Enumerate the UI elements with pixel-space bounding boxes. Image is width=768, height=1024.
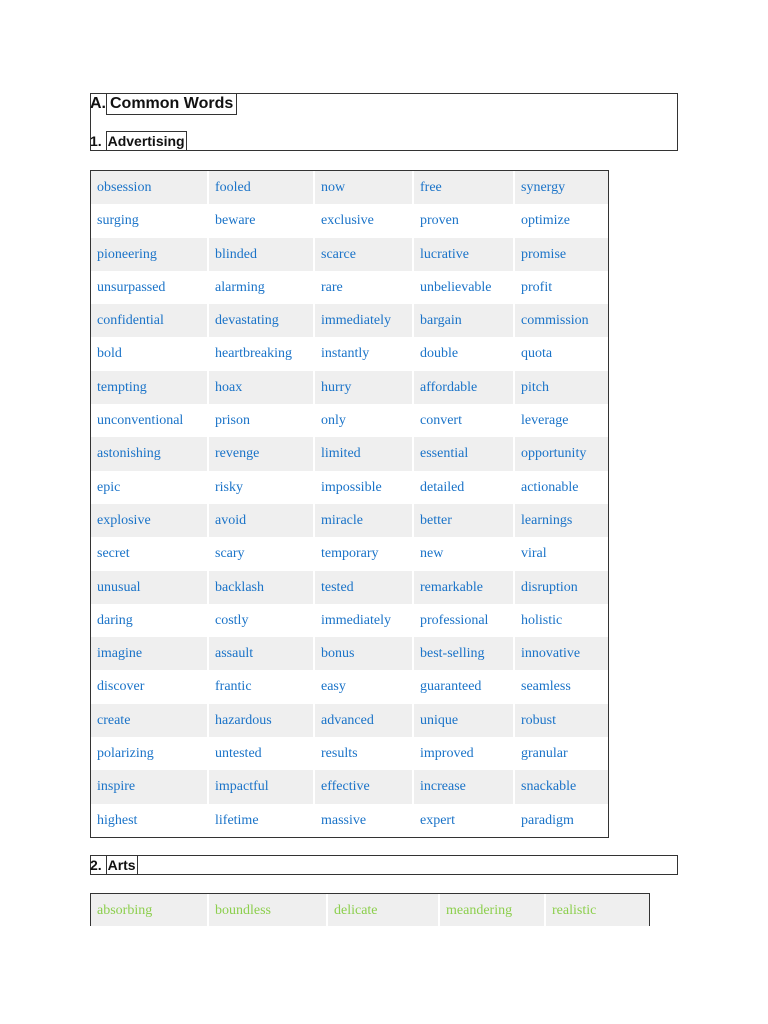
word-cell: exclusive [315, 204, 414, 237]
word-cell: hoax [209, 371, 315, 404]
table-row [91, 737, 608, 770]
word-cell: unique [414, 704, 515, 737]
table-row [91, 238, 608, 271]
word-cell: massive [315, 804, 414, 837]
word-cell: miracle [315, 504, 414, 537]
word-cell: prison [209, 404, 315, 437]
word-cell: pitch [521, 379, 549, 395]
subsection-number: 1. [90, 133, 102, 149]
arts-header-box [90, 855, 678, 875]
arts-words-table [90, 893, 650, 926]
word-cell: delicate [328, 894, 440, 926]
word-cell: detailed [414, 471, 515, 504]
word-cell: commission [521, 313, 589, 329]
word-cell: remarkable [414, 571, 515, 604]
word-cell: unsurpassed [91, 271, 209, 304]
word-cell: frantic [209, 670, 315, 703]
word-cell: immediately [315, 604, 414, 637]
word-cell: promise [521, 246, 567, 262]
table-row [91, 670, 608, 703]
word-cell: beware [209, 204, 315, 237]
table-row [91, 704, 608, 737]
word-cell: bold [91, 337, 209, 370]
word-cell: realistic [552, 903, 597, 918]
word-cell: pioneering [91, 238, 209, 271]
word-cell: seamless [521, 679, 571, 695]
word-cell: devastating [209, 304, 315, 337]
word-cell: surging [91, 204, 209, 237]
word-cell: free [414, 171, 515, 204]
word-cell: leverage [521, 413, 569, 429]
word-cell: blinded [209, 238, 315, 271]
word-cell: unbelievable [414, 271, 515, 304]
word-cell: meandering [440, 894, 546, 926]
word-cell: instantly [315, 337, 414, 370]
word-cell: new [414, 537, 515, 570]
word-cell: professional [414, 604, 515, 637]
word-cell: improved [414, 737, 515, 770]
word-cell: inspire [91, 770, 209, 803]
word-cell: tempting [91, 371, 209, 404]
advertising-words-table [90, 170, 609, 838]
word-cell: untested [209, 737, 315, 770]
word-cell: epic [91, 471, 209, 504]
word-cell: avoid [209, 504, 315, 537]
table-row [91, 471, 608, 504]
word-cell: explosive [91, 504, 209, 537]
word-cell: temporary [315, 537, 414, 570]
word-cell: discover [91, 670, 209, 703]
word-cell: optimize [521, 213, 570, 229]
word-cell: impossible [315, 471, 414, 504]
word-cell: bonus [315, 637, 414, 670]
word-cell: lifetime [209, 804, 315, 837]
word-cell: astonishing [91, 437, 209, 470]
word-cell: confidential [91, 304, 209, 337]
word-cell: boundless [209, 894, 328, 926]
table-row [91, 894, 649, 926]
word-cell: actionable [521, 479, 579, 495]
table-row [91, 537, 608, 570]
word-cell: snackable [521, 779, 577, 795]
word-cell: revenge [209, 437, 315, 470]
word-cell: rare [315, 271, 414, 304]
word-cell: backlash [209, 571, 315, 604]
word-cell: best-selling [414, 637, 515, 670]
subsection-title: Advertising [107, 133, 185, 149]
subsection-number: 2. [90, 857, 102, 873]
word-cell: effective [315, 770, 414, 803]
word-cell: secret [91, 537, 209, 570]
word-cell: imagine [91, 637, 209, 670]
word-cell: assault [209, 637, 315, 670]
word-cell: immediately [315, 304, 414, 337]
word-cell: polarizing [91, 737, 209, 770]
word-cell: obsession [91, 171, 209, 204]
word-cell: affordable [414, 371, 515, 404]
word-cell: innovative [521, 646, 581, 662]
word-cell: impactful [209, 770, 315, 803]
word-cell: easy [315, 670, 414, 703]
word-cell: disruption [521, 579, 578, 595]
subsection-title: Arts [107, 857, 136, 873]
table-row [91, 404, 608, 437]
word-cell: create [91, 704, 209, 737]
table-row [91, 304, 608, 337]
table-row [91, 770, 608, 803]
word-cell: profit [521, 279, 553, 295]
word-cell: increase [414, 770, 515, 803]
word-cell: guaranteed [414, 670, 515, 703]
word-cell: hazardous [209, 704, 315, 737]
word-cell: now [315, 171, 414, 204]
word-cell: unconventional [91, 404, 209, 437]
table-row [91, 804, 608, 837]
table-row [91, 337, 608, 370]
subsection-heading-arts [90, 855, 138, 875]
word-cell: holistic [521, 612, 563, 628]
word-cell: alarming [209, 271, 315, 304]
table-row [91, 604, 608, 637]
word-cell: better [414, 504, 515, 537]
word-cell: daring [91, 604, 209, 637]
table-row [91, 371, 608, 404]
word-cell: double [414, 337, 515, 370]
table-row [91, 171, 608, 204]
table-row [91, 271, 608, 304]
word-cell: advanced [315, 704, 414, 737]
table-row [91, 637, 608, 670]
word-cell: expert [414, 804, 515, 837]
section-letter: A. [90, 95, 106, 112]
word-cell: viral [521, 546, 547, 562]
word-cell: fooled [209, 171, 315, 204]
word-cell: granular [521, 746, 568, 762]
word-cell: convert [414, 404, 515, 437]
table-row [91, 504, 608, 537]
word-cell: proven [414, 204, 515, 237]
word-cell: hurry [315, 371, 414, 404]
word-cell: paradigm [521, 812, 574, 828]
word-cell: heartbreaking [209, 337, 315, 370]
word-cell: lucrative [414, 238, 515, 271]
word-cell: results [315, 737, 414, 770]
word-cell: bargain [414, 304, 515, 337]
table-row [91, 571, 608, 604]
word-cell: limited [315, 437, 414, 470]
word-cell: opportunity [521, 446, 587, 462]
word-cell: costly [209, 604, 315, 637]
word-cell: highest [91, 804, 209, 837]
word-cell: robust [521, 712, 556, 728]
word-cell: absorbing [91, 894, 209, 926]
word-cell: essential [414, 437, 515, 470]
word-cell: quota [521, 346, 553, 362]
table-row [91, 204, 608, 237]
word-cell: scary [209, 537, 315, 570]
word-cell: learnings [521, 512, 573, 528]
section-title: Common Words [106, 93, 237, 115]
word-cell: risky [209, 471, 315, 504]
word-cell: synergy [521, 180, 566, 195]
subsection-heading-advertising [90, 131, 187, 151]
word-cell: unusual [91, 571, 209, 604]
word-cell: only [315, 404, 414, 437]
word-cell: scarce [315, 238, 414, 271]
word-cell: tested [315, 571, 414, 604]
section-heading [90, 93, 237, 115]
table-row [91, 437, 608, 470]
